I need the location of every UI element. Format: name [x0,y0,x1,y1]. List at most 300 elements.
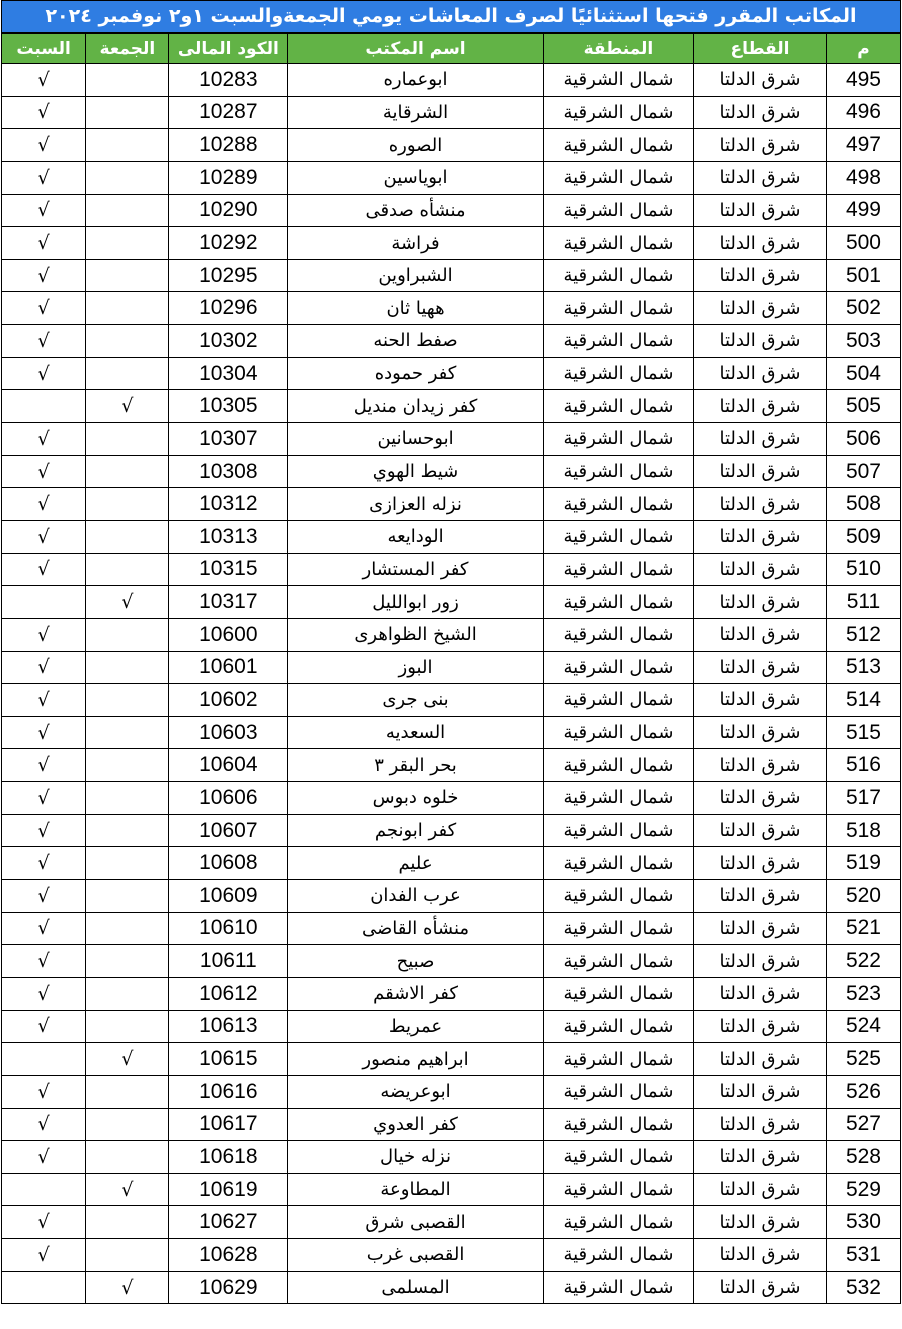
cell-saturday [2,1043,86,1076]
cell-m: 506 [826,423,900,456]
cell-friday [86,880,169,913]
header-office: اسم المكتب [288,34,544,64]
cell-friday [86,357,169,390]
cell-sector: شرق الدلتا [694,814,827,847]
table-row [2,129,901,162]
cell-office: ابوعريضه [288,1075,544,1108]
cell-saturday: √ [2,96,86,129]
cell-m: 498 [826,161,900,194]
cell-saturday: √ [2,684,86,717]
cell-region: شمال الشرقية [543,586,693,619]
cell-sector: شرق الدلتا [694,64,827,97]
cell-saturday: √ [2,325,86,358]
cell-sector: شرق الدلتا [694,749,827,782]
cell-sector: شرق الدلتا [694,1043,827,1076]
cell-code: 10305 [169,390,288,423]
header-saturday: السبت [2,34,86,64]
table-row [2,1271,901,1304]
cell-friday [86,1010,169,1043]
cell-office: بحر البقر ٣ [288,749,544,782]
cell-sector: شرق الدلتا [694,1075,827,1108]
table-row [2,194,901,227]
cell-office: ههيا ثان [288,292,544,325]
offices-table [1,33,901,1304]
table-row [2,357,901,390]
cell-friday: √ [86,1271,169,1304]
cell-saturday [2,1271,86,1304]
cell-region: شمال الشرقية [543,455,693,488]
cell-office: نزله خيال [288,1141,544,1174]
cell-saturday: √ [2,749,86,782]
cell-region: شمال الشرقية [543,161,693,194]
cell-code: 10615 [169,1043,288,1076]
table-row [2,292,901,325]
cell-sector: شرق الدلتا [694,129,827,162]
cell-m: 512 [826,618,900,651]
cell-office: السعديه [288,716,544,749]
cell-office: الشيخ الظواهرى [288,618,544,651]
cell-office: منشأه صدقى [288,194,544,227]
cell-friday [86,618,169,651]
cell-m: 499 [826,194,900,227]
cell-office: كفر الاشقم [288,977,544,1010]
cell-code: 10292 [169,227,288,260]
table-row [2,325,901,358]
cell-saturday: √ [2,423,86,456]
cell-m: 497 [826,129,900,162]
cell-office: الصوره [288,129,544,162]
cell-saturday: √ [2,651,86,684]
cell-code: 10629 [169,1271,288,1304]
cell-friday [86,716,169,749]
table-row [2,553,901,586]
cell-m: 495 [826,64,900,97]
cell-region: شمال الشرقية [543,782,693,815]
cell-region: شمال الشرقية [543,1206,693,1239]
table-row [2,488,901,521]
cell-office: ابوحسانين [288,423,544,456]
cell-sector: شرق الدلتا [694,96,827,129]
cell-m: 507 [826,455,900,488]
cell-friday: √ [86,1173,169,1206]
cell-region: شمال الشرقية [543,945,693,978]
cell-region: شمال الشرقية [543,1239,693,1272]
cell-friday [86,96,169,129]
cell-friday [86,945,169,978]
cell-friday [86,161,169,194]
cell-m: 508 [826,488,900,521]
cell-sector: شرق الدلتا [694,1010,827,1043]
cell-sector: شرق الدلتا [694,423,827,456]
cell-code: 10288 [169,129,288,162]
table-row [2,423,901,456]
cell-sector: شرق الدلتا [694,684,827,717]
cell-saturday: √ [2,880,86,913]
cell-friday: √ [86,1043,169,1076]
table-row [2,1043,901,1076]
cell-code: 10304 [169,357,288,390]
cell-code: 10295 [169,259,288,292]
page-title: المكاتب المقرر فتحها استثنائيًا لصرف المعاشات يومي الجمعةوالسبت ١و٢ نوفمبر ٢٠٢٤ [1,0,901,33]
header-row [2,34,901,64]
cell-m: 519 [826,847,900,880]
cell-saturday: √ [2,129,86,162]
cell-code: 10600 [169,618,288,651]
cell-sector: شرق الدلتا [694,1108,827,1141]
cell-sector: شرق الدلتا [694,880,827,913]
cell-code: 10289 [169,161,288,194]
cell-sector: شرق الدلتا [694,912,827,945]
cell-saturday: √ [2,1206,86,1239]
cell-m: 502 [826,292,900,325]
cell-friday [86,684,169,717]
cell-m: 529 [826,1173,900,1206]
cell-region: شمال الشرقية [543,684,693,717]
table-row [2,259,901,292]
cell-friday: √ [86,390,169,423]
cell-m: 517 [826,782,900,815]
table-header [2,34,901,64]
cell-office: المسلمى [288,1271,544,1304]
cell-region: شمال الشرقية [543,716,693,749]
cell-sector: شرق الدلتا [694,782,827,815]
cell-sector: شرق الدلتا [694,194,827,227]
cell-code: 10618 [169,1141,288,1174]
cell-office: صبيح [288,945,544,978]
table-row [2,96,901,129]
cell-code: 10606 [169,782,288,815]
cell-sector: شرق الدلتا [694,357,827,390]
cell-friday [86,1141,169,1174]
cell-sector: شرق الدلتا [694,651,827,684]
cell-region: شمال الشرقية [543,488,693,521]
cell-m: 523 [826,977,900,1010]
cell-code: 10612 [169,977,288,1010]
cell-office: فراشة [288,227,544,260]
cell-code: 10610 [169,912,288,945]
cell-m: 501 [826,259,900,292]
cell-region: شمال الشرقية [543,1271,693,1304]
cell-office: كفر حموده [288,357,544,390]
cell-friday [86,325,169,358]
cell-saturday [2,390,86,423]
cell-code: 10611 [169,945,288,978]
cell-region: شمال الشرقية [543,651,693,684]
cell-code: 10283 [169,64,288,97]
cell-office: عمريط [288,1010,544,1043]
table-row [2,227,901,260]
cell-code: 10607 [169,814,288,847]
cell-region: شمال الشرقية [543,194,693,227]
cell-office: صفط الحنه [288,325,544,358]
cell-friday [86,292,169,325]
cell-friday [86,520,169,553]
header-code: الكود المالى [169,34,288,64]
cell-region: شمال الشرقية [543,553,693,586]
cell-office: شيط الهوي [288,455,544,488]
cell-friday [86,488,169,521]
header-friday: الجمعة [86,34,169,64]
cell-office: الشرقاية [288,96,544,129]
cell-saturday: √ [2,814,86,847]
cell-sector: شرق الدلتا [694,586,827,619]
cell-saturday: √ [2,357,86,390]
cell-office: البوز [288,651,544,684]
cell-code: 10287 [169,96,288,129]
cell-office: بنى جرى [288,684,544,717]
cell-office: كفر زيدان منديل [288,390,544,423]
cell-region: شمال الشرقية [543,1043,693,1076]
table-row [2,782,901,815]
cell-code: 10307 [169,423,288,456]
header-region: المنطقة [543,34,693,64]
cell-m: 520 [826,880,900,913]
cell-region: شمال الشرقية [543,1075,693,1108]
header-sector: القطاع [694,34,827,64]
cell-region: شمال الشرقية [543,880,693,913]
cell-saturday: √ [2,716,86,749]
cell-friday [86,227,169,260]
cell-m: 505 [826,390,900,423]
cell-office: القصبى شرق [288,1206,544,1239]
table-row [2,749,901,782]
cell-sector: شرق الدلتا [694,847,827,880]
cell-m: 504 [826,357,900,390]
cell-friday [86,259,169,292]
cell-region: شمال الشرقية [543,912,693,945]
cell-code: 10296 [169,292,288,325]
cell-region: شمال الشرقية [543,1010,693,1043]
table-row [2,455,901,488]
cell-m: 530 [826,1206,900,1239]
cell-sector: شرق الدلتا [694,1141,827,1174]
cell-region: شمال الشرقية [543,64,693,97]
cell-code: 10616 [169,1075,288,1108]
cell-saturday: √ [2,1010,86,1043]
cell-code: 10302 [169,325,288,358]
cell-code: 10313 [169,520,288,553]
cell-friday [86,1108,169,1141]
cell-office: عليم [288,847,544,880]
cell-m: 525 [826,1043,900,1076]
cell-region: شمال الشرقية [543,423,693,456]
cell-saturday: √ [2,64,86,97]
table-row [2,847,901,880]
cell-m: 511 [826,586,900,619]
cell-code: 10601 [169,651,288,684]
table-row [2,1173,901,1206]
cell-office: ابوياسين [288,161,544,194]
cell-region: شمال الشرقية [543,618,693,651]
cell-office: الودايعه [288,520,544,553]
cell-region: شمال الشرقية [543,390,693,423]
cell-region: شمال الشرقية [543,292,693,325]
cell-m: 516 [826,749,900,782]
cell-office: المطاوعة [288,1173,544,1206]
table-row [2,586,901,619]
cell-region: شمال الشرقية [543,129,693,162]
cell-sector: شرق الدلتا [694,161,827,194]
cell-office: كفر المستشار [288,553,544,586]
cell-friday [86,1075,169,1108]
cell-code: 10602 [169,684,288,717]
cell-saturday: √ [2,1108,86,1141]
cell-saturday: √ [2,455,86,488]
table-row [2,520,901,553]
cell-region: شمال الشرقية [543,749,693,782]
cell-m: 527 [826,1108,900,1141]
cell-region: شمال الشرقية [543,977,693,1010]
cell-code: 10609 [169,880,288,913]
cell-region: شمال الشرقية [543,847,693,880]
cell-sector: شرق الدلتا [694,292,827,325]
cell-m: 503 [826,325,900,358]
cell-friday [86,423,169,456]
cell-office: نزله العزازى [288,488,544,521]
cell-sector: شرق الدلتا [694,227,827,260]
cell-sector: شرق الدلتا [694,977,827,1010]
cell-friday [86,749,169,782]
cell-saturday: √ [2,1141,86,1174]
cell-code: 10627 [169,1206,288,1239]
table-row [2,161,901,194]
cell-saturday [2,1173,86,1206]
cell-sector: شرق الدلتا [694,520,827,553]
cell-sector: شرق الدلتا [694,716,827,749]
cell-m: 522 [826,945,900,978]
cell-m: 521 [826,912,900,945]
cell-code: 10315 [169,553,288,586]
cell-friday [86,1206,169,1239]
cell-region: شمال الشرقية [543,357,693,390]
cell-m: 528 [826,1141,900,1174]
cell-m: 496 [826,96,900,129]
cell-friday [86,847,169,880]
cell-code: 10604 [169,749,288,782]
cell-code: 10628 [169,1239,288,1272]
cell-sector: شرق الدلتا [694,945,827,978]
cell-friday [86,651,169,684]
cell-saturday: √ [2,782,86,815]
cell-code: 10617 [169,1108,288,1141]
cell-m: 510 [826,553,900,586]
cell-friday [86,977,169,1010]
cell-code: 10613 [169,1010,288,1043]
cell-friday [86,782,169,815]
cell-saturday: √ [2,488,86,521]
cell-saturday: √ [2,847,86,880]
cell-m: 513 [826,651,900,684]
cell-saturday: √ [2,945,86,978]
cell-code: 10308 [169,455,288,488]
cell-sector: شرق الدلتا [694,1206,827,1239]
cell-region: شمال الشرقية [543,325,693,358]
table-row [2,1141,901,1174]
cell-friday [86,64,169,97]
table-row [2,977,901,1010]
table-row [2,651,901,684]
table-row [2,1010,901,1043]
cell-saturday: √ [2,161,86,194]
cell-friday [86,912,169,945]
cell-friday [86,1239,169,1272]
cell-friday [86,814,169,847]
cell-office: كفر العدوي [288,1108,544,1141]
cell-code: 10603 [169,716,288,749]
table-row [2,912,901,945]
cell-code: 10290 [169,194,288,227]
cell-saturday: √ [2,227,86,260]
cell-sector: شرق الدلتا [694,259,827,292]
cell-region: شمال الشرقية [543,1108,693,1141]
cell-saturday: √ [2,259,86,292]
cell-m: 524 [826,1010,900,1043]
table-body [2,64,901,1304]
cell-sector: شرق الدلتا [694,1173,827,1206]
cell-saturday: √ [2,553,86,586]
table-row [2,880,901,913]
cell-saturday [2,586,86,619]
cell-saturday: √ [2,977,86,1010]
table-row [2,64,901,97]
cell-friday [86,129,169,162]
cell-sector: شرق الدلتا [694,618,827,651]
table-row [2,945,901,978]
cell-friday: √ [86,586,169,619]
cell-saturday: √ [2,1075,86,1108]
table-row [2,814,901,847]
cell-office: منشأه القاضى [288,912,544,945]
cell-office: ابراهيم منصور [288,1043,544,1076]
cell-office: زور ابوالليل [288,586,544,619]
cell-office: ابوعماره [288,64,544,97]
cell-code: 10317 [169,586,288,619]
cell-office: خلوه دبوس [288,782,544,815]
cell-m: 526 [826,1075,900,1108]
table-row [2,1239,901,1272]
cell-region: شمال الشرقية [543,96,693,129]
cell-friday [86,455,169,488]
cell-sector: شرق الدلتا [694,390,827,423]
cell-sector: شرق الدلتا [694,488,827,521]
cell-saturday: √ [2,520,86,553]
cell-friday [86,553,169,586]
cell-office: القصبى غرب [288,1239,544,1272]
cell-m: 515 [826,716,900,749]
cell-m: 500 [826,227,900,260]
cell-office: الشبراوين [288,259,544,292]
cell-friday [86,194,169,227]
table-row [2,716,901,749]
cell-region: شمال الشرقية [543,1173,693,1206]
cell-sector: شرق الدلتا [694,1271,827,1304]
cell-m: 509 [826,520,900,553]
cell-saturday: √ [2,292,86,325]
cell-region: شمال الشرقية [543,227,693,260]
cell-code: 10312 [169,488,288,521]
cell-m: 514 [826,684,900,717]
cell-m: 531 [826,1239,900,1272]
cell-code: 10619 [169,1173,288,1206]
cell-region: شمال الشرقية [543,259,693,292]
header-m: م [826,34,900,64]
cell-sector: شرق الدلتا [694,1239,827,1272]
cell-office: عرب الفدان [288,880,544,913]
cell-office: كفر ابونجم [288,814,544,847]
table-row [2,390,901,423]
cell-code: 10608 [169,847,288,880]
cell-m: 532 [826,1271,900,1304]
